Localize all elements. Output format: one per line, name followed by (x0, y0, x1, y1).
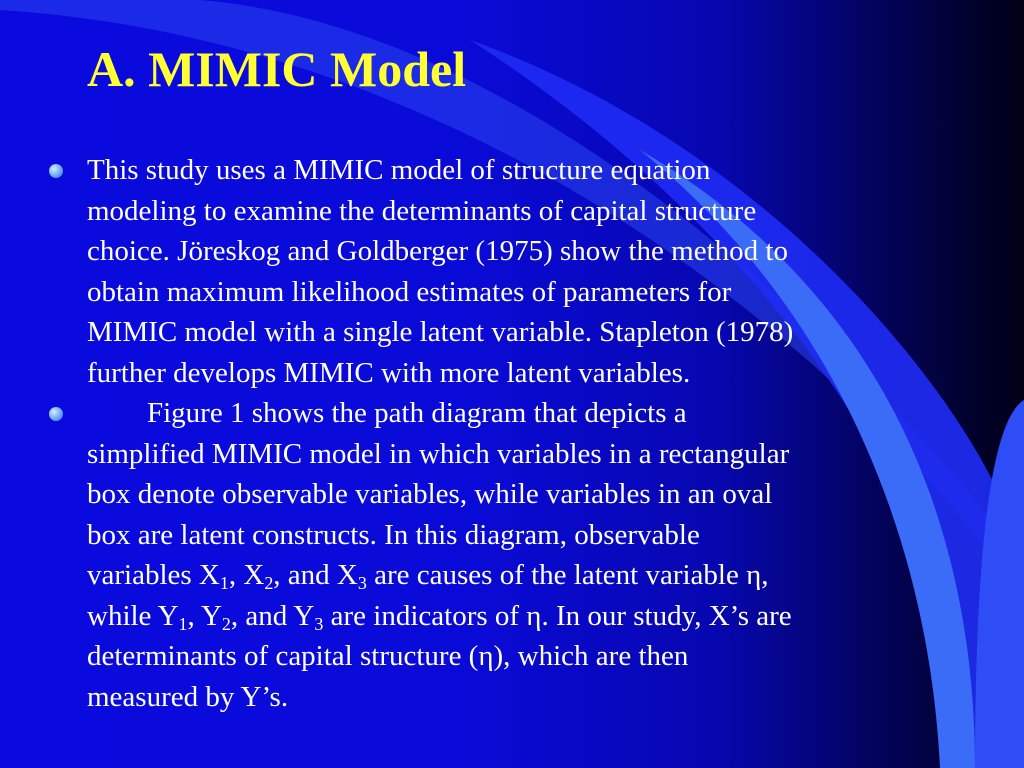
bullet-2-line-8: measured by Y’s. (87, 680, 289, 713)
subscript: 3 (314, 613, 324, 634)
subscript: 3 (357, 573, 367, 594)
bullet-1-line-1: This study uses a MIMIC model of structure equation (87, 154, 711, 186)
bullet-icon (49, 407, 63, 421)
text-run: are causes of the latent variable η, (366, 559, 769, 591)
slide-title: A. MIMIC Model (87, 41, 467, 97)
bullet-item-1 (87, 150, 1002, 393)
bullet-2-line-7: determinants of capital structure (η), which are then (87, 640, 689, 672)
bullet-2-line-3: box denote observable variables, while variables in an oval (87, 478, 773, 510)
bullet-2-line-6 (87, 600, 792, 632)
text-run: , and X (273, 559, 358, 591)
bullet-2-line-4: box are latent constructs. In this diagram, observable (87, 518, 700, 551)
text-run: , Y (187, 599, 222, 632)
subscript: 2 (264, 573, 274, 594)
bullet-2-line-5 (87, 559, 769, 594)
bullet-1-line-4: obtain maximum likelihood estimates of parameters for (87, 275, 732, 308)
bullet-2-line-1: Figure 1 shows the path diagram that depicts a (147, 397, 687, 429)
bullet-1-line-6: further develops MIMIC with more latent variables. (87, 356, 691, 389)
bullet-1-line-2: modeling to examine the determinants of capital structure (87, 194, 757, 227)
text-run: variables X (87, 559, 220, 591)
subscript: 1 (178, 613, 188, 634)
bullet-list (87, 150, 1002, 717)
text-run: , and Y (230, 599, 315, 632)
bullet-2-line-2: simplified MIMIC model in which variables in a rectangular (87, 437, 790, 470)
text-run: , X (228, 559, 265, 591)
bullet-1-line-3: choice. Jöreskog and Goldberger (1975) show the method to (87, 235, 788, 267)
text-run: are indicators of η. In our study, X’s are (323, 599, 792, 632)
bullet-1-line-5: MIMIC model with a single latent variable. Stapleton (1978) (87, 316, 794, 348)
subscript: 2 (221, 613, 231, 634)
bullet-item-2 (87, 393, 1002, 717)
bullet-icon (49, 164, 63, 178)
text-run: while Y (87, 599, 179, 632)
subscript: 1 (219, 573, 229, 594)
